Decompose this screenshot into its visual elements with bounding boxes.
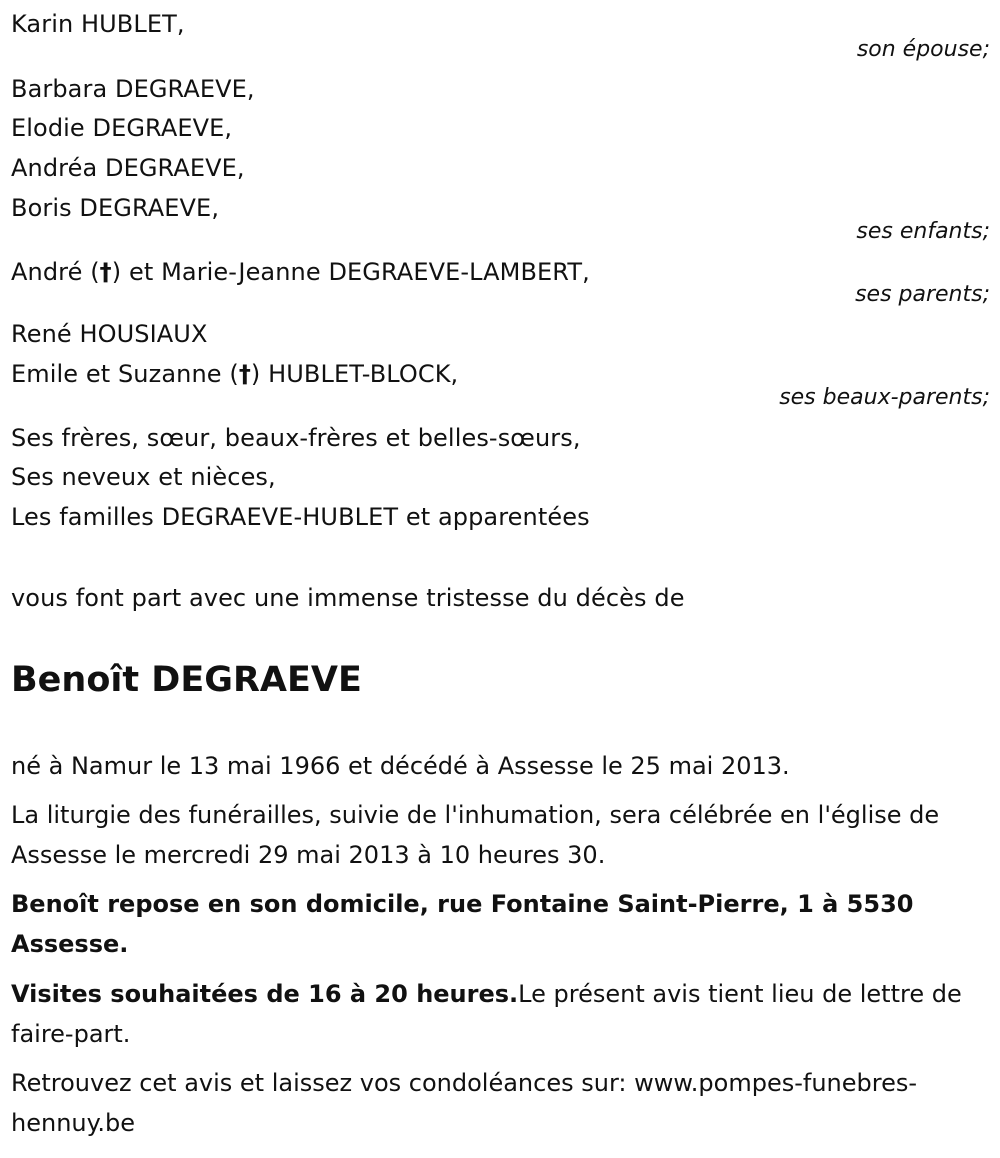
cross-icon: † [238, 360, 251, 388]
deceased-name: Benoît DEGRAEVE [11, 660, 362, 700]
spouse-name: Karin HUBLET, [11, 10, 185, 38]
cross-icon: † [99, 258, 112, 286]
online-condolences-text: Retrouvez cet avis et laissez vos condoléances sur: www.pompes-funebres-hennuy.be [11, 1069, 918, 1137]
repose-text: Benoît repose en son domicile, rue Fontaine Saint-Pierre, 1 à 5530 Assesse. [11, 890, 914, 958]
in-laws-names [11, 359, 458, 389]
others-line: Ses frères, sœur, beaux-frères et belles-sœurs, [11, 424, 581, 452]
announcement-text: vous font part avec une immense tristesse du décès de [11, 584, 685, 612]
visits-hours: Visites souhaitées de 16 à 20 heures. [11, 980, 519, 1008]
parents-role: ses parents; [855, 282, 990, 307]
in-law-name: René HOUSIAUX [11, 320, 208, 348]
children-role: ses enfants; [856, 219, 990, 244]
child-name: Andréa DEGRAEVE, [11, 154, 245, 182]
others-line: Ses neveux et nièces, [11, 463, 276, 491]
liturgy-text: La liturgie des funérailles, suivie de l'inhumation, sera célébrée en l'église de Assesse le mercredi 29 mai 2013 à 10 heures 30. [11, 801, 940, 869]
child-name: Boris DEGRAEVE, [11, 194, 220, 222]
child-name: Barbara DEGRAEVE, [11, 75, 255, 103]
child-name: Elodie DEGRAEVE, [11, 114, 233, 142]
others-line: Les familles DEGRAEVE-HUBLET et apparentées [11, 503, 590, 531]
in-laws-role: ses beaux-parents; [779, 385, 990, 410]
parents-name-part1: André ( [11, 258, 100, 286]
parents-names [11, 257, 590, 287]
visits-note: Le présent avis tient lieu de lettre de faire-part. [11, 980, 962, 1048]
visits-text [11, 974, 991, 1054]
spouse-role: son épouse; [856, 37, 990, 62]
in-laws-name-part2: ) HUBLET-BLOCK, [250, 360, 459, 388]
birth-death-text: né à Namur le 13 mai 1966 et décédé à Assesse le 25 mai 2013. [11, 752, 790, 780]
parents-name-part2: ) et Marie-Jeanne DEGRAEVE-LAMBERT, [111, 258, 590, 286]
in-laws-name-part1: Emile et Suzanne ( [11, 360, 239, 388]
